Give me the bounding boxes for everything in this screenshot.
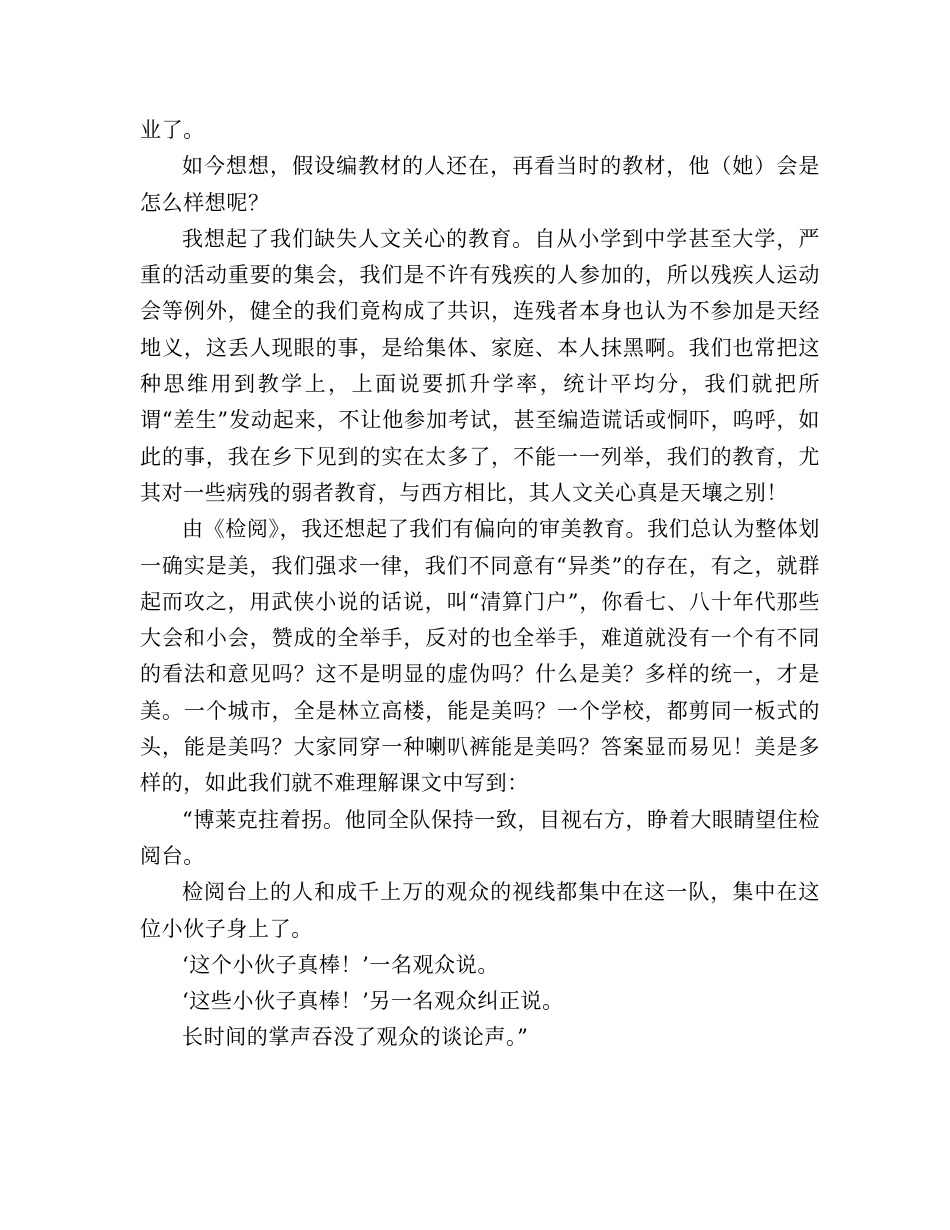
document-body [140, 112, 820, 1056]
paragraph-5-quote-start: “博莱克拄着拐。他同全队保持一致，目视右方，睁着大眼睛望住检阅台。 [140, 807, 820, 868]
paragraph-4: 由《检阅》，我还想起了我们有偏向的审美教育。我们总认为整体划一确实是美，我们强求一律，我们不同意有“异类”的存在，有之，就群起而攻之，用武侠小说的话说，叫“清算门户”，你看七、八十年代那些大会和小会，赞成的全举手，反对的也全举手，难道就没有一个有不同的看法和意见吗？这不是明显的虚伪吗？什么是美？多样的统一，才是美。一个城市，全是林立高楼，能是美吗？一个学校，都剪同一板式的头，能是美吗？大家同穿一种喇叭裤能是美吗？答案显而易见！美是多样的，如此我们就不难理解课文中写到： [140, 517, 820, 796]
paragraph-8: ‘这些小伙子真棒！’另一名观众纠正说。 [182, 989, 564, 1014]
paragraph-6: 检阅台上的人和成千上万的观众的视线都集中在这一队，集中在这位小伙子身上了。 [140, 880, 820, 941]
paragraph-7: ‘这个小伙子真棒！’一名观众说。 [182, 952, 499, 977]
paragraph-3: 我想起了我们缺失人文关心的教育。自从小学到中学甚至大学，严重的活动重要的集会，我们是不许有残疾的人参加的，所以残疾人运动会等例外，健全的我们竟构成了共识，连残者本身也认为不参加是天经地义，这丢人现眼的事，是给集体、家庭、本人抹黑啊。我们也常把这种思维用到教学上，上面说要抓升学率，统计平均分，我们就把所谓“差生”发动起来，不让他参加考试，甚至编造谎话或恫吓，呜呼，如此的事，我在乡下见到的实在太多了，不能一一列举，我们的教育，尤其对一些病残的弱者教育，与西方相比，其人文关心真是天壤之别！ [140, 226, 820, 505]
paragraph-2: 如今想想，假设编教材的人还在，再看当时的教材，他（她）会是怎么样想呢？ [140, 154, 820, 215]
paragraph-1: 业了。 [140, 118, 205, 142]
paragraph-9-quote-end: 长时间的掌声吞没了观众的谈论声。” [182, 1025, 529, 1050]
